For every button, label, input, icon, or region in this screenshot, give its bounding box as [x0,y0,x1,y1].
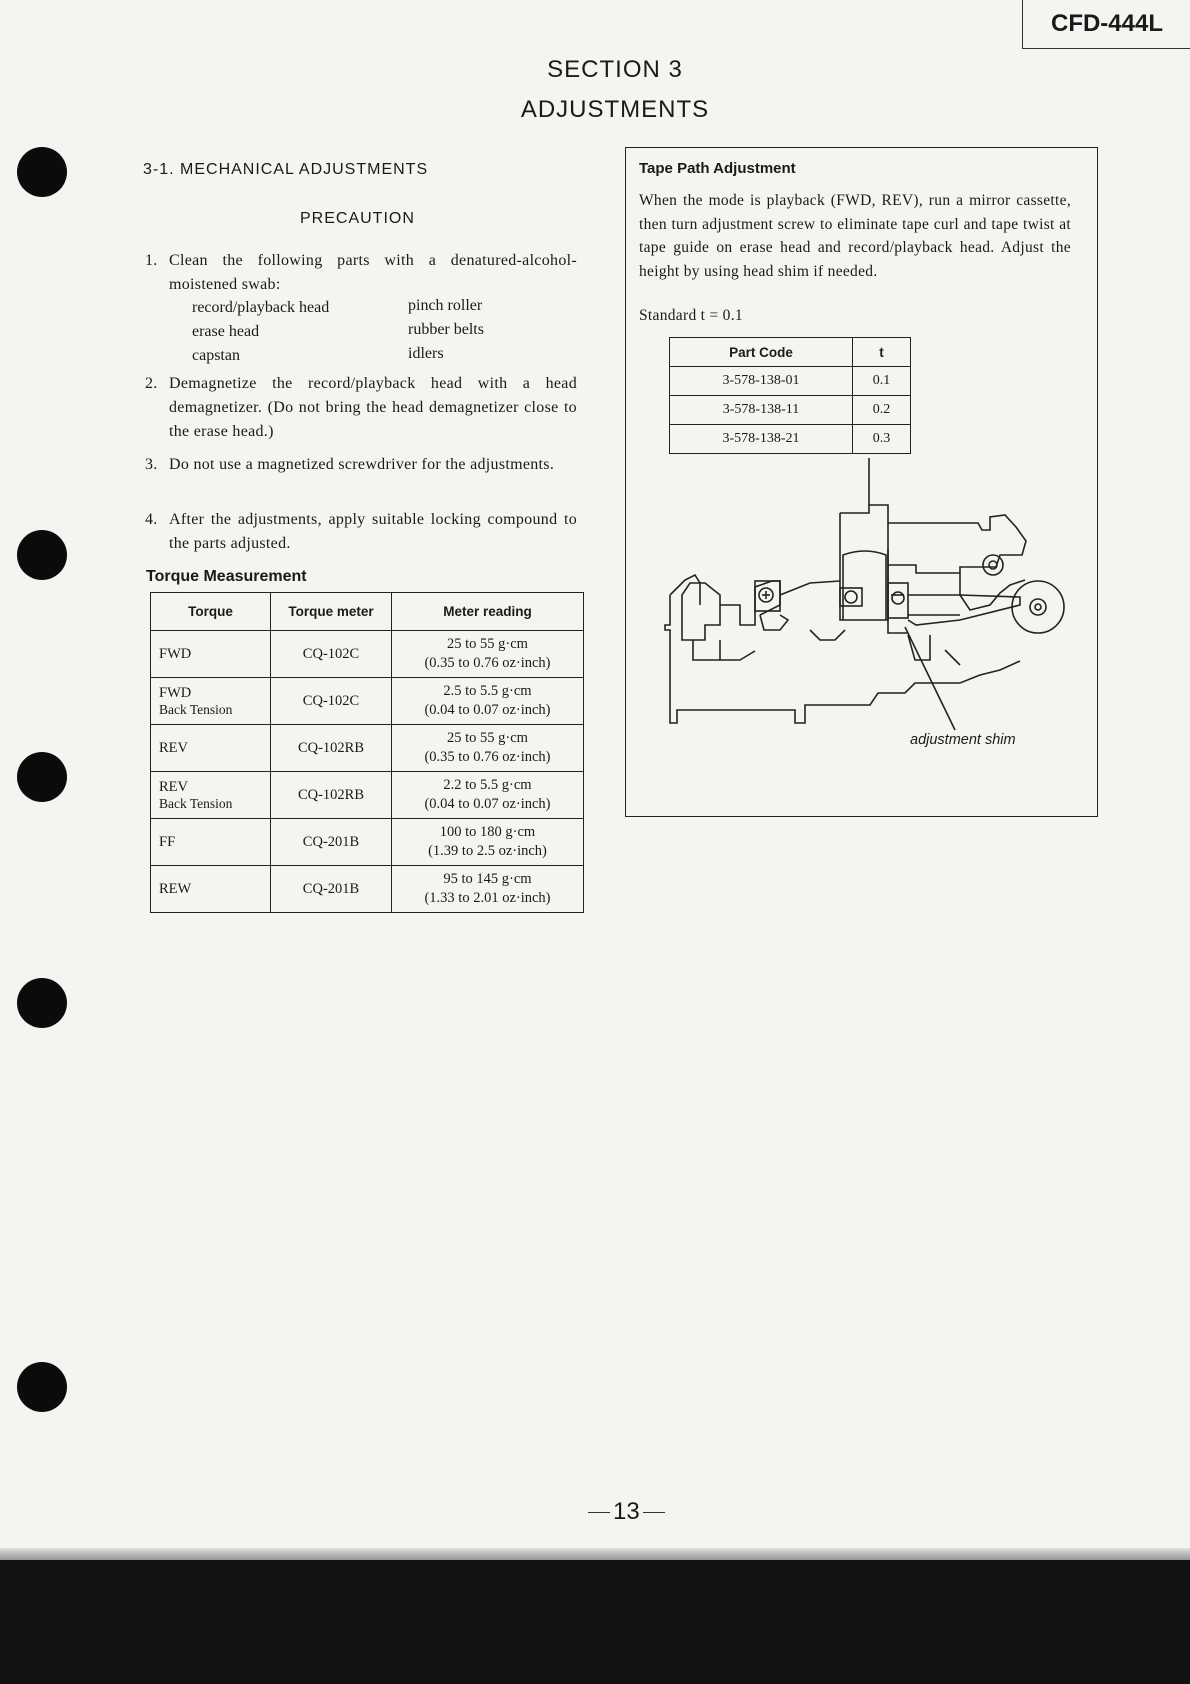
shim-table [669,337,911,454]
precaution-item: 1. Clean the following parts with a denatured-alcohol-moistened swab: [145,252,577,293]
section-title: ADJUSTMENTS [520,96,710,123]
precaution-heading: PRECAUTION [300,210,415,227]
table-row: FWD CQ-102C 25 to 55 g·cm (0.35 to 0.76 oz·inch) [151,631,584,678]
table-header-row: Torque Torque meter Meter reading [151,593,584,631]
table-row: 3-578-138-01 0.1 [670,367,911,396]
table-row: REW CQ-201B 95 to 145 g·cm (1.33 to 2.01 oz·inch) [151,866,584,913]
parts-list-right: pinch roller rubber belts idlers [408,297,484,362]
binder-hole [17,530,67,580]
binder-hole [17,1362,67,1412]
precaution-item: 3. Do not use a magnetized screwdriver for the adjustments. [145,456,555,473]
parts-list-left: record/playback head erase head capstan [192,299,330,364]
binder-hole [17,752,67,802]
section-number: SECTION 3 [547,56,683,83]
head-mechanism-diagram [660,455,1080,745]
precaution-item: 4. After the adjustments, apply suitable locking compound to the parts adjusted. [145,511,577,552]
binder-hole [17,978,67,1028]
model-number: CFD-444L [1022,0,1190,49]
table-row: REV CQ-102RB 25 to 55 g·cm (0.35 to 0.76 oz·inch) [151,725,584,772]
precaution-item: 2. Demagnetize the record/playback head with a head demagnetizer. (Do not bring the head demagnetizer close to the erase head.) [145,375,577,440]
standard-value: Standard t = 0.1 [639,307,743,324]
torque-title: Torque Measurement [146,568,307,585]
adjustment-shim-label: adjustment shim [910,732,1016,748]
tape-path-text: When the mode is playback (FWD, REV), run a mirror cassette, then turn adjustment screw to eliminate tape curl and tape twist at tape guide on erase head and record/playback head. Adjust the height by using head shim if needed. [639,192,1071,280]
table-row: REV Back Tension CQ-102RB 2.2 to 5.5 g·cm (0.04 to 0.07 oz·inch) [151,772,584,819]
tape-path-title: Tape Path Adjustment [639,160,796,177]
mechanical-heading: 3-1. MECHANICAL ADJUSTMENTS [143,161,429,178]
table-row: FWD Back Tension CQ-102C 2.5 to 5.5 g·cm (0.04 to 0.07 oz·inch) [151,678,584,725]
table-row: FF CQ-201B 100 to 180 g·cm (1.39 to 2.5 oz·inch) [151,819,584,866]
table-header-row: Part Code t [670,338,911,367]
binder-hole [17,147,67,197]
table-row: 3-578-138-21 0.3 [670,425,911,454]
torque-table [150,592,584,913]
page-number: 13 [585,1498,668,1526]
scan-margin [0,1560,1190,1684]
table-row: 3-578-138-11 0.2 [670,396,911,425]
